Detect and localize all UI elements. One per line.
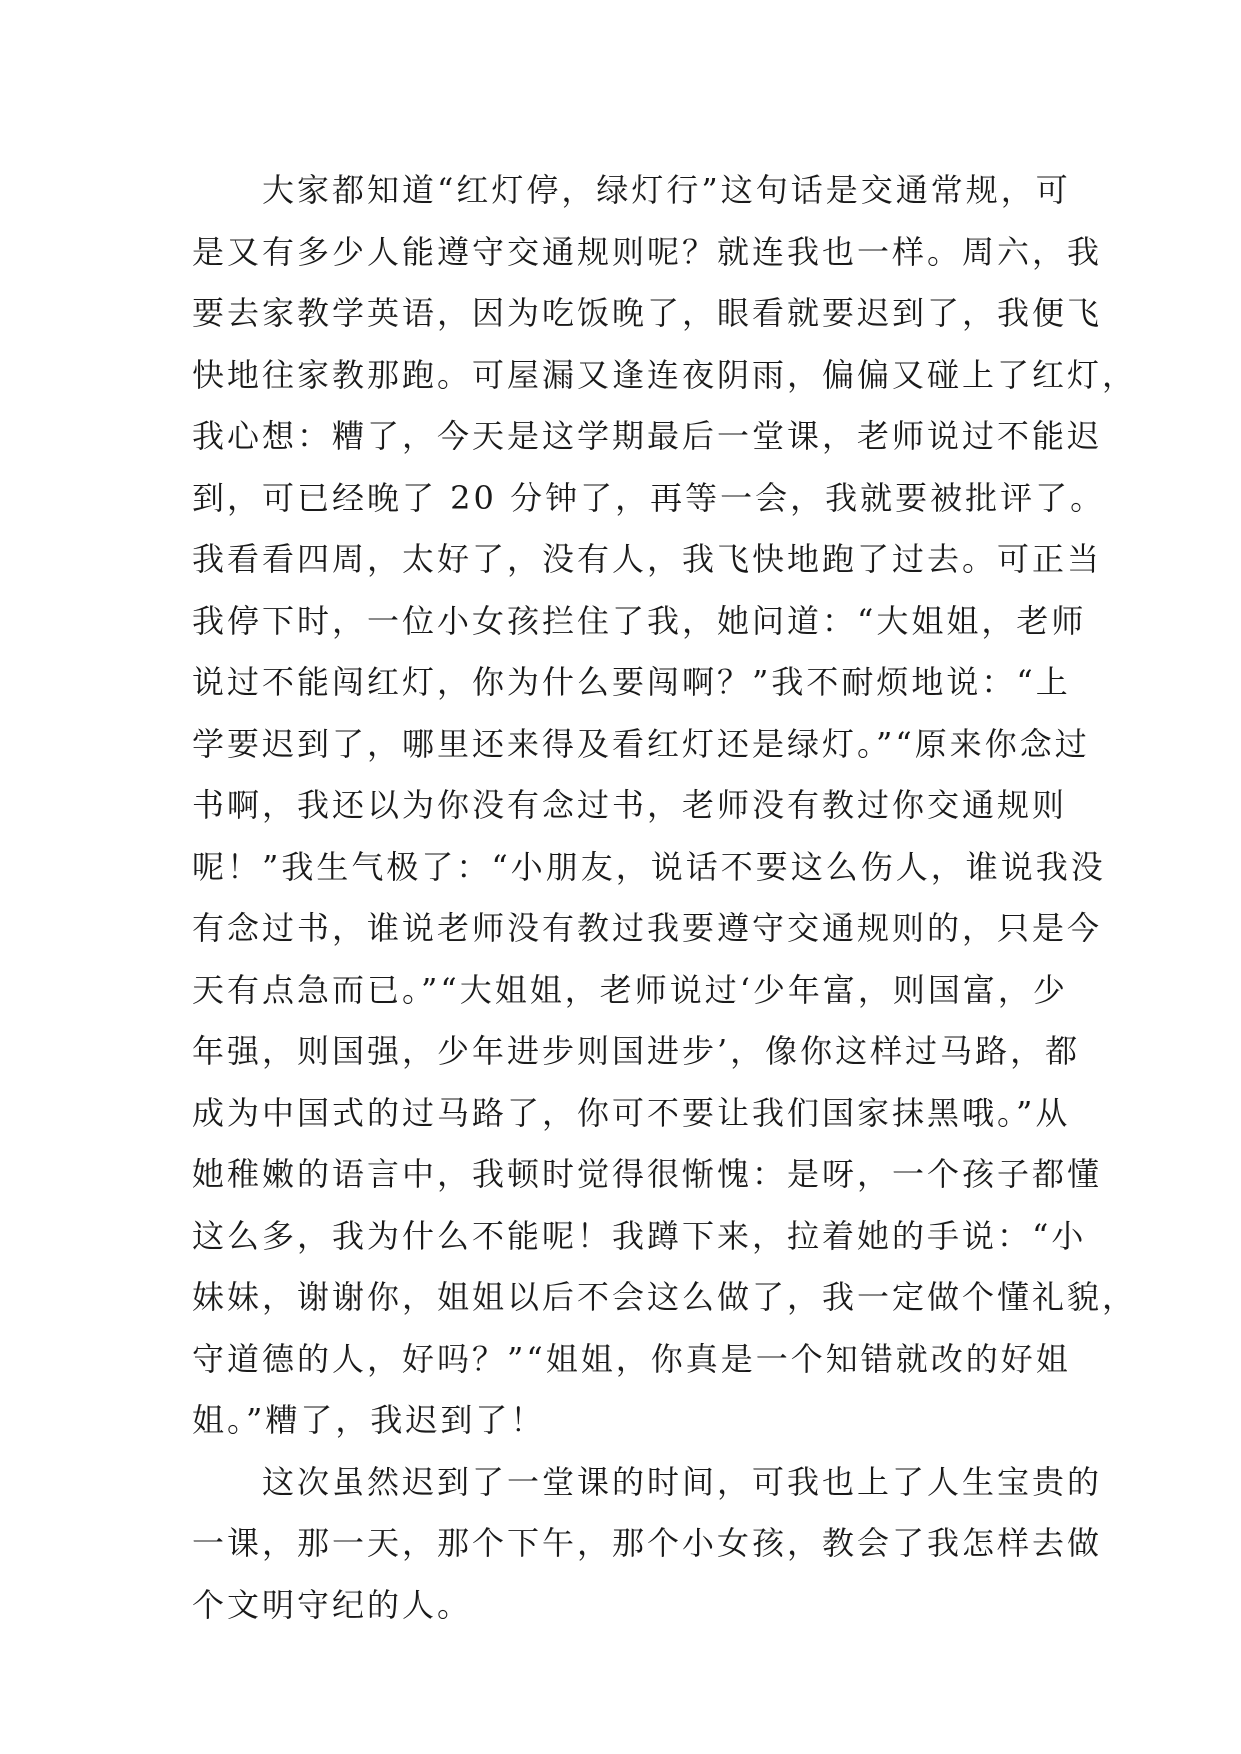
text-line: 她稚嫩的语言中，我顿时觉得很惭愧：是呀，一个孩子都懂 [192,1155,1103,1193]
text-line: 到，可已经晚了 20 分钟了，再等一会，我就要被批评了。 [192,478,1106,517]
text-line: 年强，则国强，少年进步则国进步’，像你这样过马路，都 [192,1032,1081,1070]
text-line: 妹妹，谢谢你，姐姐以后不会这么做了，我一定做个懂礼貌， [192,1278,1138,1316]
text-line: 天有点急而已。”“大姐姐，老师说过‘少年富，则国富，少 [192,970,1068,1009]
text-line: 是又有多少人能遵守交通规则呢？就连我也一样。周六，我 [192,232,1103,271]
text-line: 守道德的人，好吗？”“姐姐，你真是一个知错就改的好姐 [192,1339,1071,1378]
text-line: 一课，那一天，那个下午，那个小女孩，教会了我怎样去做 [192,1524,1103,1562]
text-line: 个文明守纪的人。 [192,1585,473,1624]
text-line: 姐。”糟了，我迟到了！ [192,1401,546,1439]
text-line: 学要迟到了，哪里还来得及看红灯还是绿灯。”“原来你念过 [192,724,1090,763]
text-line: 说过不能闯红灯，你为什么要闯啊？”我不耐烦地说：“上 [192,663,1071,701]
paragraph-2 [192,1452,1103,1637]
text-line: 我停下时，一位小女孩拦住了我，她问道：“大姐姐，老师 [192,601,1087,640]
text-line: 我看看四周，太好了，没有人，我飞快地跑了过去。可正当 [192,540,1103,578]
text-line: 呢！”我生气极了：“小朋友，说话不要这么伤人，谁说我没 [192,847,1106,886]
text-line: 成为中国式的过马路了，你可不要让我们国家抹黑哦。”从 [192,1093,1071,1132]
text-line: 这么多，我为什么不能呢！我蹲下来，拉着她的手说：“小 [192,1216,1087,1255]
paragraph-1 [192,160,1138,1452]
text-line: 我心想：糟了，今天是这学期最后一堂课，老师说过不能迟 [192,417,1103,455]
text-line: 快地往家教那跑。可屋漏又逢连夜阴雨，偏偏又碰上了红灯， [192,355,1138,394]
text-line: 有念过书，谁说老师没有教过我要遵守交通规则的，只是今 [192,909,1103,947]
text-line: 大家都知道“红灯停，绿灯行”这句话是交通常规，可 [192,171,1071,209]
text-line: 书啊，我还以为你没有念过书，老师没有教过你交通规则 [192,786,1068,824]
text-line: 要去家教学英语，因为吃饭晚了，眼看就要迟到了，我便飞 [192,294,1103,332]
text-line: 这次虽然迟到了一堂课的时间，可我也上了人生宝贵的 [192,1462,1103,1501]
essay-body [192,160,1138,1636]
